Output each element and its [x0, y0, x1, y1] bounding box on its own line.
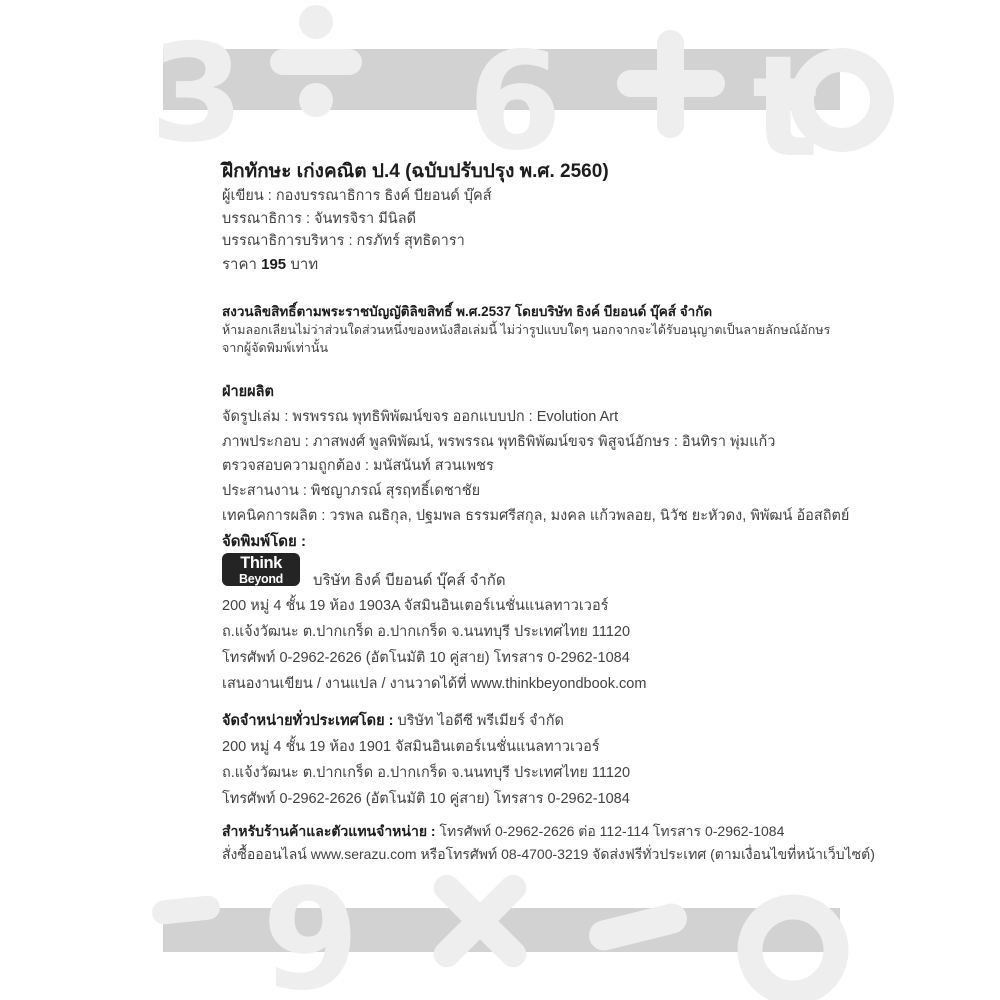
- executive-editor-line: บรรณาธิการบริหาร : กรภัทร์ สุทธิดารา: [222, 233, 465, 250]
- retail-section: [222, 820, 875, 865]
- copyright-restriction-line2: จากผู้จัดพิมพ์เท่านั้น: [222, 340, 329, 355]
- retail-online-order-line: สั่งซื้อออนไลน์ www.serazu.com หรือโทรศัพท์ 08-4700-3219 จัดส่งฟรีทั่วประเทศ (ตามเงื่อนไขที่หน้าเว็บไซต์): [222, 845, 875, 862]
- watermark-plus-icon: [617, 30, 725, 138]
- price-label: ราคา: [222, 256, 257, 273]
- publisher-submission-info: เสนองานเขียน / งานแปล / งานวาดได้ที่ www.thinkbeyondbook.com: [222, 676, 647, 692]
- production-line: ภาพประกอบ : ภาสพงศ์ พูลพิพัฒน์, พรพรรณ พุทธิพิพัฒน์ขจร พิสูจน์อักษร : อินทิรา พุ่มแก้ว: [222, 433, 776, 450]
- publisher-address-block: [222, 593, 646, 697]
- watermark-digit-3-icon: 3: [150, 15, 244, 172]
- author-line: ผู้เขียน : กองบรรณาธิการ ธิงค์ บียอนด์ บุ๊คส์: [222, 188, 492, 204]
- distributor-line: [222, 708, 630, 734]
- production-header: ฝ่ายผลิต: [222, 384, 274, 400]
- distributor-address-1: 200 หมู่ 4 ชั้น 19 ห้อง 1901 จัสมินอินเตอร์เนชั่นแนลทาวเวอร์: [222, 739, 600, 755]
- distributor-label: จัดจำหน่ายทั่วประเทศโดย :: [222, 713, 394, 729]
- price-value: 195: [261, 256, 287, 273]
- distributor-section: [222, 708, 630, 812]
- watermark-letter-o-icon: [802, 60, 882, 140]
- price-unit: บาท: [290, 256, 319, 273]
- production-line: ตรวจสอบความถูกต้อง : มนัสนันท์ สวนเพชร: [222, 458, 494, 475]
- production-line: จัดรูปเล่ม : พรพรรณ พุทธิพิพัฒน์ขจร ออกแบบปก : Evolution Art: [222, 408, 619, 425]
- price-line: [222, 252, 318, 276]
- editor-line: บรรณาธิการ : จันทรจิรา มีนิลดี: [222, 210, 417, 227]
- publisher-phone: โทรศัพท์ 0-2962-2626 (อัตโนมัติ 10 คู่สาย) โทรสาร 0-2962-1084: [222, 650, 630, 666]
- book-title: ฝึกทักษะ เก่งคณิต ป.4 (ฉบับปรับปรุง พ.ศ. 2560): [222, 161, 609, 182]
- copyright-section: [222, 302, 830, 357]
- distributor-company: บริษัท ไอดีซี พรีเมียร์ จำกัด: [397, 713, 564, 729]
- watermark-digit-9-icon: 9: [262, 859, 360, 1000]
- distributor-phone: โทรศัพท์ 0-2962-2626 (อัตโนมัติ 10 คู่สาย) โทรสาร 0-2962-1084: [222, 791, 630, 807]
- book-meta: [222, 185, 492, 253]
- think-beyond-logo-text-bottom: Beyond: [238, 571, 284, 586]
- production-line: เทคนิคการผลิต : วรพล ณธิกุล, ปฐมพล ธรรมศรีสกุล, มงคล แก้วพลอย, นิวัช ยะหัวดง, พิพัฒน์ อ้อสถิตย์: [222, 507, 850, 524]
- retail-contact-line: [222, 820, 875, 843]
- think-beyond-logo: [222, 553, 300, 586]
- production-line: ประสานงาน : พิชญาภรณ์ สุรฤทธิ์เดชาชัย: [222, 483, 481, 500]
- copyright-restriction-line1: ห้ามลอกเลียนไม่ว่าส่วนใดส่วนหนึ่งของหนังสือเล่มนี้ ไม่ว่ารูปแบบใดๆ นอกจากจะได้รับอนุญาตเป็นลายลักษณ์อักษร: [222, 323, 831, 337]
- watermark-digit-6-icon: 6: [468, 23, 562, 180]
- publisher-address-1: 200 หมู่ 4 ชั้น 19 ห้อง 1903A จัสมินอินเตอร์เนชั่นแนลทาวเวอร์: [222, 598, 609, 614]
- distributor-address-2: ถ.แจ้งวัฒนะ ต.ปากเกร็ด อ.ปากเกร็ด จ.นนทบุรี ประเทศไทย 11120: [222, 765, 631, 781]
- production-section: [222, 380, 849, 529]
- watermark-letter-t-icon: t: [752, 26, 819, 189]
- retail-label: สำหรับร้านค้าและตัวแทนจำหน่าย :: [222, 823, 436, 839]
- publisher-address-2: ถ.แจ้งวัฒนะ ต.ปากเกร็ด อ.ปากเกร็ด จ.นนทบุรี ประเทศไทย 11120: [222, 624, 631, 640]
- retail-contact: โทรศัพท์ 0-2962-2626 ต่อ 112-114 โทรสาร 0-2962-1084: [439, 823, 785, 839]
- publisher-company: บริษัท ธิงค์ บียอนด์ บุ๊คส์ จำกัด: [313, 572, 506, 589]
- think-beyond-logo-text-top: Think: [240, 554, 282, 572]
- copyright-notice: สงวนลิขสิทธิ์ตามพระราชบัญญัติลิขสิทธิ์ พ.ศ.2537 โดยบริษัท ธิงค์ บียอนด์ บุ๊คส์ จำกัด: [222, 304, 713, 319]
- publisher-header: จัดพิมพ์โดย :: [222, 533, 306, 550]
